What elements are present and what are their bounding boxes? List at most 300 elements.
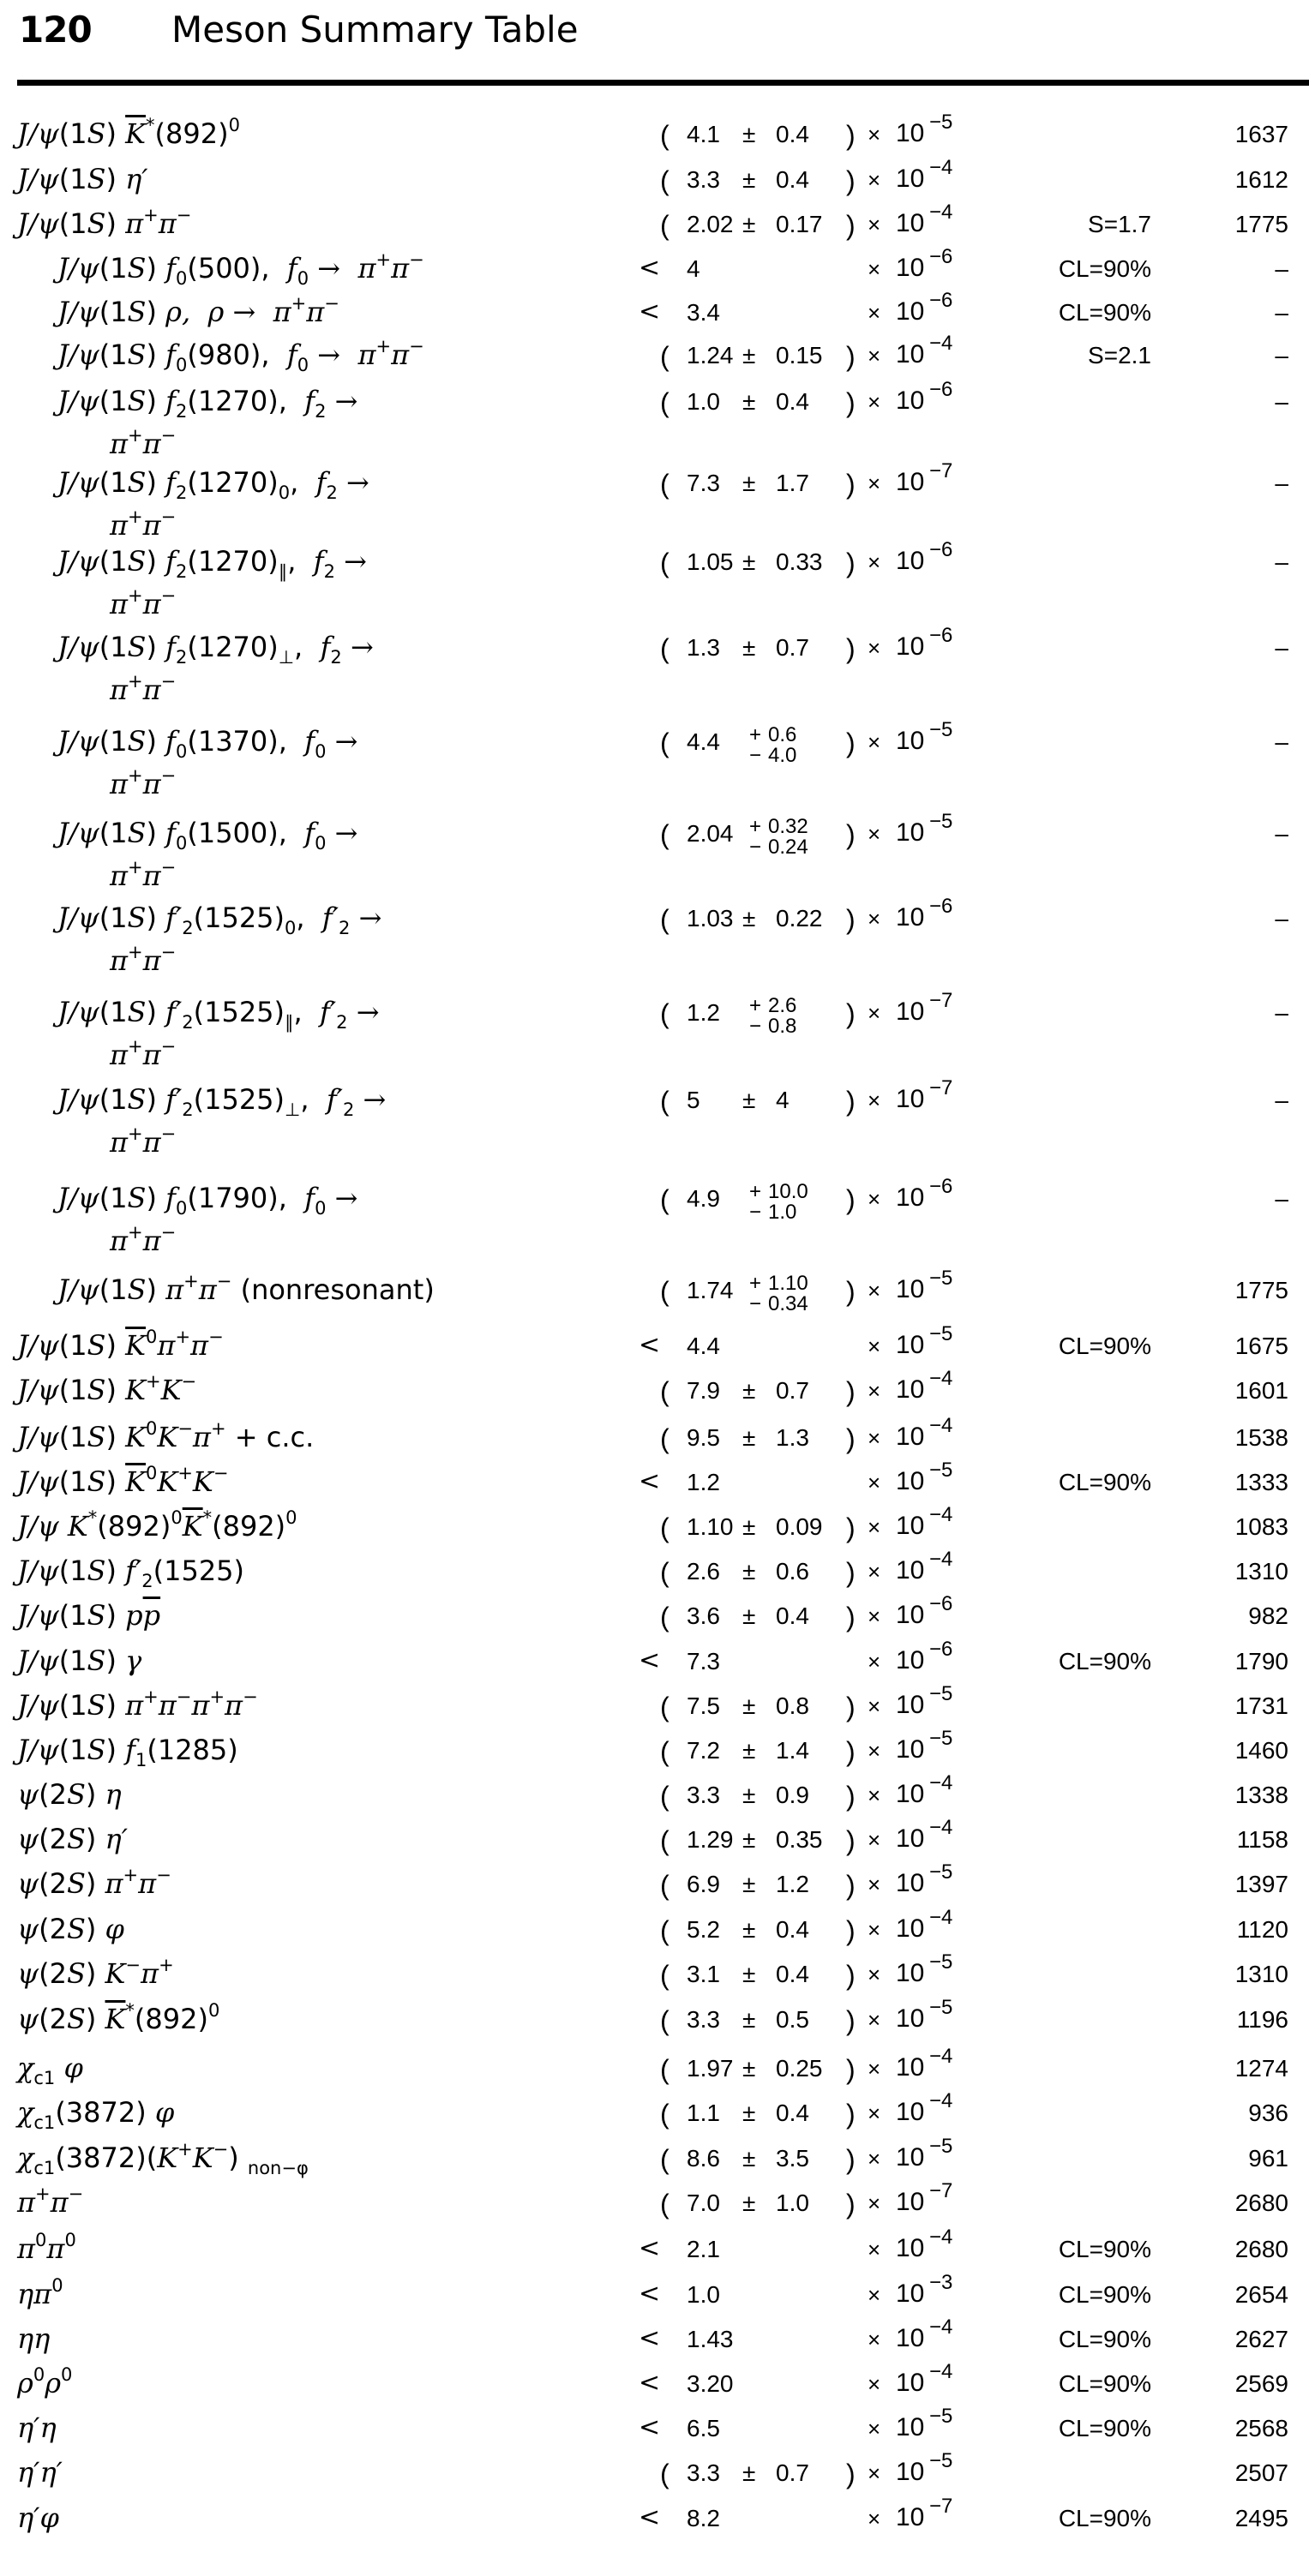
power-exponent: −4: [929, 2360, 953, 2383]
power-exponent: −7: [929, 459, 953, 482]
left-paren: (: [660, 1960, 670, 1991]
momentum-p: –: [1275, 255, 1288, 282]
right-paren: ): [846, 998, 856, 1029]
decay-mode: J/ψ(1S) η′: [17, 163, 148, 195]
plus-minus: ±: [742, 121, 756, 147]
decay-mode: ψ(2S) η′: [17, 1823, 128, 1855]
momentum-p: 1790: [1234, 1648, 1288, 1674]
table-row: [0, 2045, 1309, 2089]
power-base: 10: [896, 1646, 925, 1674]
momentum-p: 1120: [1236, 1916, 1288, 1943]
times-sign: ×: [868, 1782, 881, 1808]
table-row: [0, 1816, 1309, 1860]
scale-or-cl: CL=90%: [1058, 1648, 1151, 1674]
fraction-error: 0.22: [776, 905, 823, 932]
scale-or-cl: CL=90%: [1058, 2236, 1151, 2262]
times-sign: ×: [868, 2327, 881, 2352]
power-exponent: −5: [929, 111, 953, 134]
power-exponent: −5: [929, 810, 953, 833]
power-exponent: −5: [929, 718, 953, 741]
plus-minus: ±: [742, 634, 756, 661]
power-base: 10: [896, 1085, 925, 1113]
decay-mode: ψ(2S) η: [17, 1778, 122, 1811]
times-sign: ×: [868, 1559, 881, 1585]
decay-mode: J/ψ(1S) $f_0(500)$, $f_0 \to \pi^+\pi^-$: [57, 249, 424, 289]
momentum-p: 1612: [1234, 166, 1288, 193]
times-sign: ×: [868, 212, 881, 237]
table-row: [0, 1459, 1309, 1503]
power-exponent: −5: [929, 1996, 953, 2019]
times-sign: ×: [868, 470, 881, 496]
upper-limit-sign: <: [639, 297, 661, 326]
fraction-value: 3.1: [687, 1961, 720, 1987]
left-paren: (: [660, 120, 670, 151]
power-exponent: −4: [929, 156, 953, 179]
momentum-p: 1731: [1234, 1692, 1288, 1719]
table-row: [0, 1996, 1309, 2040]
left-paren: (: [660, 1557, 670, 1588]
times-sign: ×: [868, 1603, 881, 1629]
right-paren: ): [846, 1870, 856, 1901]
fraction-value: 7.3: [687, 470, 720, 496]
plus-minus: ±: [742, 342, 756, 368]
momentum-p: 2495: [1234, 2505, 1288, 2531]
decay-mode: J/ψ(1S) $f'_2(1525)_\perp$, $f'_2$ →: [57, 1083, 387, 1120]
power-base: 10: [896, 1183, 925, 1212]
asymmetric-error: + 10.0 − 1.0: [748, 1180, 808, 1224]
fraction-error: 0.4: [776, 121, 809, 147]
fraction-value: 1.24: [687, 342, 734, 368]
upper-limit-sign: <: [639, 253, 661, 283]
power-base: 10: [896, 165, 925, 193]
table-row: [0, 1548, 1309, 1592]
power-exponent: −4: [929, 201, 953, 224]
fraction-value: 4.9: [687, 1185, 720, 1212]
times-sign: ×: [868, 1186, 881, 1212]
fraction-value: 1.3: [687, 634, 720, 661]
power-exponent: −6: [929, 538, 953, 561]
scale-or-cl: S=1.7: [1088, 211, 1151, 237]
power-exponent: −5: [929, 1267, 953, 1290]
table-row: [0, 2315, 1309, 2360]
decay-mode: ψ(2S) K−π+: [17, 1955, 174, 1990]
right-paren: ): [846, 2054, 856, 2085]
fraction-value: 7.2: [687, 1737, 720, 1764]
momentum-p: 1338: [1234, 1782, 1288, 1808]
plus-minus: ±: [742, 1916, 756, 1943]
fraction-value: 4.4: [687, 728, 720, 755]
momentum-p: 1310: [1234, 1558, 1288, 1585]
left-paren: (: [660, 1915, 670, 1946]
decay-mode-continuation: π+π−: [110, 765, 177, 800]
decay-mode: J/ψ(1S) $\overline{K}^0K^+K^-$: [17, 1463, 229, 1498]
left-paren: (: [660, 2005, 670, 2036]
plus-minus: ±: [742, 1692, 756, 1719]
momentum-p: 1775: [1234, 1277, 1288, 1303]
table-row: [0, 378, 1309, 460]
table-row: [0, 459, 1309, 542]
table-row: [0, 289, 1309, 333]
fraction-error: 0.7: [776, 634, 809, 661]
power-exponent: −4: [929, 1367, 953, 1390]
times-sign: ×: [868, 2416, 881, 2441]
decay-mode-continuation: π+π−: [110, 1123, 177, 1159]
right-paren: ): [846, 2099, 856, 2130]
page-title: Meson Summary Table: [171, 9, 579, 51]
table-row: [0, 718, 1309, 800]
decay-mode-continuation: π+π−: [110, 506, 177, 542]
plus-minus: ±: [742, 2459, 756, 2486]
power-base: 10: [896, 209, 925, 237]
times-sign: ×: [868, 2100, 881, 2126]
power-base: 10: [896, 1691, 925, 1719]
times-sign: ×: [868, 906, 881, 932]
power-base: 10: [896, 2098, 925, 2126]
power-exponent: −4: [929, 2226, 953, 2249]
left-paren: (: [660, 2054, 670, 2085]
power-base: 10: [896, 386, 925, 415]
left-paren: (: [660, 1184, 670, 1215]
times-sign: ×: [868, 300, 881, 326]
fraction-value: 8.2: [687, 2505, 720, 2531]
right-paren: ): [846, 341, 856, 372]
power-exponent: −6: [929, 378, 953, 401]
fraction-error: 0.7: [776, 1377, 809, 1404]
decay-mode: J/ψ(1S) $f'_2(1525)_\parallel$, $f'_2$ →: [57, 996, 380, 1033]
power-exponent: −6: [929, 624, 953, 647]
decay-mode-continuation: π+π−: [110, 425, 177, 460]
plus-minus: ±: [742, 1424, 756, 1451]
table-row: [0, 1367, 1309, 1411]
left-paren: (: [660, 1423, 670, 1454]
times-sign: ×: [868, 2282, 881, 2308]
decay-mode: J/ψ(1S) $f_0(980)$, $f_0 \to \pi^+\pi^-$: [57, 336, 424, 375]
right-paren: ): [846, 1557, 856, 1588]
fraction-error: 0.15: [776, 342, 823, 368]
decay-mode: η′φ: [17, 2501, 59, 2534]
decay-mode-continuation: π+π−: [110, 1222, 177, 1257]
table-row: [0, 332, 1309, 376]
power-base: 10: [896, 1869, 925, 1897]
table-row: [0, 1682, 1309, 1727]
table-row: [0, 2449, 1309, 2494]
decay-mode: J/ψ(1S) $p\overline{p}$: [17, 1599, 161, 1632]
fraction-value: 3.6: [687, 1603, 720, 1629]
decay-mode: $\chi_{c1}$ φ: [17, 2052, 83, 2088]
power-base: 10: [896, 2413, 925, 2441]
table-row: [0, 2135, 1309, 2179]
fraction-value: 5: [687, 1087, 700, 1113]
momentum-p: 1775: [1234, 211, 1288, 237]
asymmetric-error: + 0.6 − 4.0: [748, 723, 797, 767]
power-base: 10: [896, 2053, 925, 2082]
right-paren: ): [846, 2189, 856, 2220]
power-base: 10: [896, 2324, 925, 2352]
power-base: 10: [896, 1735, 925, 1764]
upper-limit-sign: <: [639, 2502, 661, 2532]
power-exponent: −5: [929, 1322, 953, 1345]
table-row: [0, 1592, 1309, 1637]
times-sign: ×: [868, 2371, 881, 2397]
plus-minus: ±: [742, 166, 756, 193]
decay-mode: J/ψ(1S) $f_1(1285)$: [17, 1734, 238, 1770]
table-row: [0, 156, 1309, 201]
left-paren: (: [660, 341, 670, 372]
power-exponent: −7: [929, 989, 953, 1012]
table-row: [0, 1267, 1309, 1315]
scale-or-cl: CL=90%: [1058, 2370, 1151, 2397]
plus-minus: ±: [742, 388, 756, 415]
power-exponent: −4: [929, 332, 953, 355]
momentum-p: –: [1275, 470, 1288, 496]
decay-mode: J/ψ(1S) ρ, ρ → π+π−: [57, 293, 339, 328]
decay-mode: J/ψ $K^*(892)^0\overline{K}^*(892)^0$: [17, 1507, 297, 1543]
left-paren: (: [660, 2459, 670, 2489]
times-sign: ×: [868, 2007, 881, 2033]
momentum-p: –: [1275, 342, 1288, 368]
times-sign: ×: [868, 343, 881, 368]
scale-or-cl: CL=90%: [1058, 1333, 1151, 1359]
decay-mode: ψ(2S) $\overline{K}^*(892)^0$: [17, 2000, 220, 2035]
power-base: 10: [896, 997, 925, 1026]
left-paren: (: [660, 1513, 670, 1543]
momentum-p: 1397: [1234, 1871, 1288, 1897]
plus-minus: ±: [742, 1558, 756, 1585]
power-exponent: −4: [929, 1771, 953, 1794]
times-sign: ×: [868, 2237, 881, 2262]
decay-mode-continuation: π+π−: [110, 1036, 177, 1071]
power-exponent: −4: [929, 1503, 953, 1526]
momentum-p: 2680: [1234, 2236, 1288, 2262]
momentum-p: 2568: [1234, 2415, 1288, 2441]
momentum-p: 2569: [1234, 2370, 1288, 2397]
left-paren: (: [660, 210, 670, 241]
power-base: 10: [896, 1331, 925, 1359]
power-base: 10: [896, 632, 925, 661]
fraction-error: 0.17: [776, 211, 823, 237]
upper-limit-sign: <: [639, 1645, 661, 1675]
scale-or-cl: CL=90%: [1058, 2505, 1151, 2531]
right-paren: ): [846, 1825, 856, 1856]
table-row: [0, 201, 1309, 245]
power-base: 10: [896, 727, 925, 755]
decay-mode: J/ψ(1S) $f_2(1270)_0$, $f_2$ →: [57, 466, 369, 503]
decay-mode: η′η: [17, 2411, 57, 2444]
left-paren: (: [660, 1781, 670, 1812]
decay-mode: π+π−: [17, 2184, 84, 2219]
momentum-p: –: [1275, 1087, 1288, 1113]
times-sign: ×: [868, 1872, 881, 1897]
momentum-p: –: [1275, 905, 1288, 932]
times-sign: ×: [868, 2506, 881, 2531]
right-paren: ): [846, 1513, 856, 1543]
fraction-error: 0.33: [776, 548, 823, 575]
fraction-value: 1.03: [687, 905, 734, 932]
scale-or-cl: CL=90%: [1058, 299, 1151, 326]
momentum-p: 1310: [1234, 1961, 1288, 1987]
power-exponent: −5: [929, 1950, 953, 1974]
table-row: [0, 111, 1309, 155]
plus-minus: ±: [742, 211, 756, 237]
fraction-error: 4: [776, 1087, 790, 1113]
momentum-p: –: [1275, 999, 1288, 1026]
power-base: 10: [896, 1423, 925, 1451]
left-paren: (: [660, 469, 670, 500]
left-paren: (: [660, 2144, 670, 2175]
left-paren: (: [660, 1870, 670, 1901]
fraction-value: 3.3: [687, 2006, 720, 2033]
times-sign: ×: [868, 729, 881, 755]
times-sign: ×: [868, 1333, 881, 1359]
fraction-value: 1.05: [687, 548, 734, 575]
table-row: [0, 2405, 1309, 2449]
left-paren: (: [660, 1602, 670, 1632]
left-paren: (: [660, 2099, 670, 2130]
scale-or-cl: CL=90%: [1058, 2326, 1151, 2352]
right-paren: ): [846, 1781, 856, 1812]
table-row: [0, 810, 1309, 892]
right-paren: ): [846, 120, 856, 151]
power-base: 10: [896, 119, 925, 147]
upper-limit-sign: <: [639, 2412, 661, 2442]
decay-mode: J/ψ(1S) $f_0(1370)$, $f_0$ →: [57, 725, 358, 762]
right-paren: ): [846, 819, 856, 850]
power-base: 10: [896, 1512, 925, 1540]
power-exponent: −6: [929, 289, 953, 312]
fraction-error: 1.3: [776, 1424, 809, 1451]
right-paren: ): [846, 1736, 856, 1767]
power-base: 10: [896, 1780, 925, 1808]
times-sign: ×: [868, 1378, 881, 1404]
power-exponent: −5: [929, 1682, 953, 1705]
upper-limit-sign: <: [639, 1330, 661, 1360]
times-sign: ×: [868, 2460, 881, 2486]
momentum-p: 2680: [1234, 2190, 1288, 2216]
fraction-error: 1.4: [776, 1737, 809, 1764]
power-base: 10: [896, 1601, 925, 1629]
power-exponent: −7: [929, 2179, 953, 2202]
asymmetric-error: + 2.6 − 0.8: [748, 994, 797, 1038]
power-base: 10: [896, 1824, 925, 1853]
right-paren: ): [846, 165, 856, 196]
fraction-error: 0.4: [776, 1603, 809, 1629]
fraction-value: 2.1: [687, 2236, 720, 2262]
fraction-error: 3.5: [776, 2145, 809, 2172]
left-paren: (: [660, 904, 670, 935]
right-paren: ): [846, 2005, 856, 2036]
fraction-value: 6.5: [687, 2415, 720, 2441]
fraction-error: 0.4: [776, 166, 809, 193]
table-row: [0, 1076, 1309, 1159]
momentum-p: –: [1275, 388, 1288, 415]
plus-minus: ±: [742, 470, 756, 496]
power-exponent: −6: [929, 1592, 953, 1615]
fraction-value: 7.3: [687, 1648, 720, 1674]
power-exponent: −5: [929, 1860, 953, 1884]
table-row: [0, 1906, 1309, 1950]
left-paren: (: [660, 819, 670, 850]
power-base: 10: [896, 2458, 925, 2486]
asymmetric-error: + 0.32 − 0.24: [748, 815, 808, 859]
decay-mode: J/ψ(1S) $\overline{K}^0\pi^+\pi^-$: [17, 1327, 224, 1362]
power-exponent: −5: [929, 2449, 953, 2472]
left-paren: (: [660, 165, 670, 196]
right-paren: ): [846, 210, 856, 241]
fraction-error: 0.4: [776, 2100, 809, 2126]
upper-limit-sign: <: [639, 2279, 661, 2309]
table-row: [0, 1771, 1309, 1816]
fraction-error: 1.2: [776, 1871, 809, 1897]
power-base: 10: [896, 1556, 925, 1585]
times-sign: ×: [868, 389, 881, 415]
fraction-value: 1.2: [687, 999, 720, 1026]
power-exponent: −4: [929, 1816, 953, 1839]
fraction-value: 9.5: [687, 1424, 720, 1451]
momentum-p: 961: [1248, 2145, 1288, 2172]
times-sign: ×: [868, 2146, 881, 2172]
momentum-p: 2654: [1234, 2281, 1288, 2308]
fraction-error: 0.9: [776, 1782, 809, 1808]
decay-mode-continuation: π+π−: [110, 942, 177, 977]
left-paren: (: [660, 1086, 670, 1117]
decay-mode: J/ψ(1S) π+π− (nonresonant): [57, 1271, 435, 1306]
momentum-p: 1196: [1236, 2006, 1288, 2033]
right-paren: ): [846, 1086, 856, 1117]
left-paren: (: [660, 1376, 670, 1407]
times-sign: ×: [868, 167, 881, 193]
fraction-value: 4.1: [687, 121, 720, 147]
decay-mode: J/ψ(1S) $\overline{K}^*(892)^0$: [17, 115, 240, 150]
power-exponent: −5: [929, 2405, 953, 2428]
left-paren: (: [660, 1736, 670, 1767]
fraction-error: 0.25: [776, 2055, 823, 2082]
right-paren: ): [846, 904, 856, 935]
fraction-value: 3.4: [687, 299, 720, 326]
table-row: [0, 1175, 1309, 1257]
right-paren: ): [846, 469, 856, 500]
table-row: [0, 2226, 1309, 2270]
asymmetric-error: + 1.10 − 0.34: [748, 1272, 808, 1315]
fraction-value: 4.4: [687, 1333, 720, 1359]
fraction-error: 0.4: [776, 388, 809, 415]
right-paren: ): [846, 728, 856, 758]
power-exponent: −4: [929, 2045, 953, 2068]
fraction-value: 8.6: [687, 2145, 720, 2172]
right-paren: ): [846, 1960, 856, 1991]
plus-minus: ±: [742, 2100, 756, 2126]
right-paren: ): [846, 1915, 856, 1946]
fraction-value: 3.3: [687, 1782, 720, 1808]
fraction-value: 1.97: [687, 2055, 734, 2082]
left-paren: (: [660, 1276, 670, 1307]
momentum-p: 1333: [1234, 1469, 1288, 1495]
momentum-p: –: [1275, 548, 1288, 575]
page-number: 120: [19, 9, 92, 51]
momentum-p: 2507: [1234, 2459, 1288, 2486]
power-base: 10: [896, 1959, 925, 1987]
power-exponent: −6: [929, 1638, 953, 1661]
momentum-p: 1460: [1234, 1737, 1288, 1764]
fraction-value: 1.10: [687, 1513, 734, 1540]
power-base: 10: [896, 2369, 925, 2397]
fraction-error: 0.09: [776, 1513, 823, 1540]
scale-or-cl: CL=90%: [1058, 1469, 1151, 1495]
left-paren: (: [660, 548, 670, 578]
left-paren: (: [660, 633, 670, 664]
fraction-error: 1.7: [776, 470, 809, 496]
plus-minus: ±: [742, 1087, 756, 1113]
power-exponent: −7: [929, 1076, 953, 1099]
